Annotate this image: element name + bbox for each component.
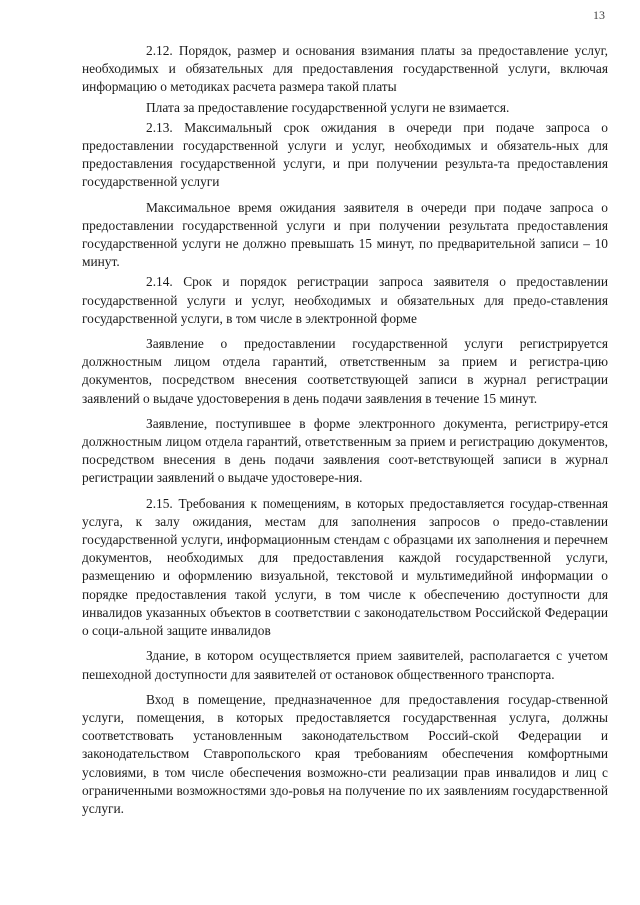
- page-number: 13: [593, 8, 605, 22]
- section-heading-2-15: 2.15. Требования к помещениям, в которых предоставляется государ-ственная услуга, к залу ожидания, местам для заполнения запросов о предо-ставлении государственной услуги, информационным стендам с образцами их заполнения и перечнем документов, необходимых для предоставления каждой государственной услуги, размещению и оформлению визуальной, текстовой и мультимедийной информации о порядке предоставления такой услуги, в том числе к обеспечению доступности для инвалидов указанных объектов в соответствии с законодательством Российской Федерации о соци-альной защите инвалидов: [82, 495, 608, 639]
- section-heading-2-14: 2.14. Срок и порядок регистрации запроса заявителя о предоставлении государственной услуги и услуг, необходимых и обязательных для предо-ставления государственной услуги, в том числе в электронной форме: [82, 274, 608, 326]
- paragraph-registration: Заявление о предоставлении государственной услуги регистрируется должностным лицом отдела гарантий, ответственным за прием и регистра-цию документов, посредством внесения соответствующей записи в журнал регистрации заявлений о выдаче удостоверения в день подачи заявления в течение 15 минут.: [82, 336, 608, 406]
- document-body: [82, 42, 608, 820]
- section-heading-2-12: 2.12. Порядок, размер и основания взимания платы за предоставление услуг, необходимых и обязательных для предоставления государственной услуги, включая информацию о методиках расчета размера такой платы: [82, 43, 608, 95]
- paragraph-building: Здание, в котором осуществляется прием заявителей, располагается с учетом пешеходной доступности для заявителей от остановок общественного транспорта.: [82, 648, 608, 682]
- paragraph-fee: Плата за предоставление государственной услуги не взимается.: [146, 99, 510, 115]
- paragraph-electronic-registration: Заявление, поступившее в форме электронного документа, регистриру-ется должностным лицом отдела гарантий, ответственным за прием и регистрацию документов, посредством внесения в день подачи заявления соот-ветствующей записи в журнал регистрации заявлений о выдаче удостовере-ния.: [82, 415, 608, 486]
- paragraph-entrance: Вход в помещение, предназначенное для предоставления государ-ственной услуги, помещения, в которых предоставляется государственная услуга, должны соответствовать установленным законодательством Россий-ской Федерации и законодательством Ставропольского края требованиям обеспечения комфортными условиями, в том числе обеспечения возможно-сти реализации прав инвалидов и лиц с ограниченными возможностями здо-ровья на получение по их заявлениям государственной услуги.: [82, 691, 608, 816]
- section-heading-2-13: 2.13. Максимальный срок ожидания в очереди при подаче запроса о предоставлении государственной услуги и услуг, необходимых и обязатель-ных для предоставления государственной услуги, и при получении результа-та предоставления государственной услуги: [82, 119, 608, 190]
- paragraph-wait-time: Максимальное время ожидания заявителя в очереди при подаче запроса о предоставлении государственной услуги и при получении результата предоставления государственной услуги не должно превышать 15 минут, по предварительной записи – 10 минут.: [82, 199, 608, 270]
